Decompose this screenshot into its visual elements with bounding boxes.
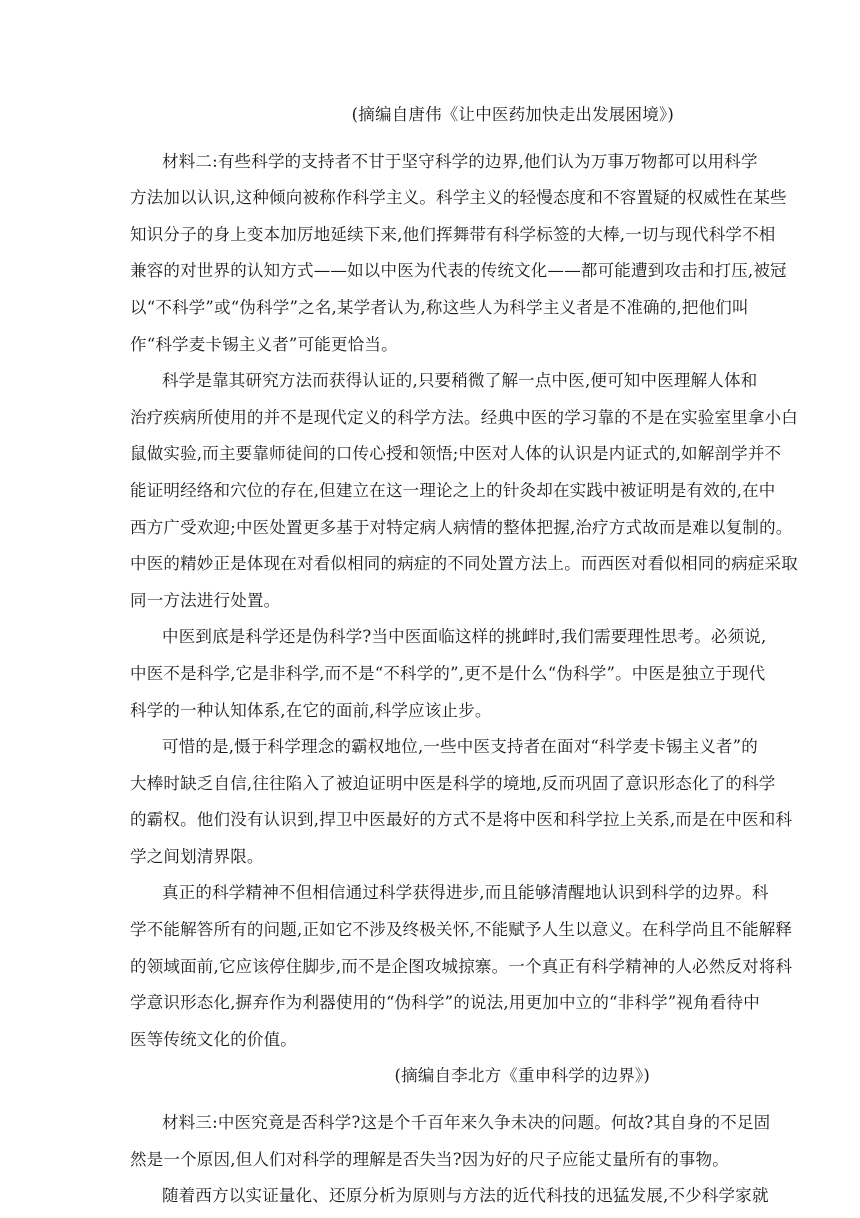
text-line: 然是一个原因,但人们对科学的理解是否失当?因为好的尺子应能丈量所有的事物。 (130, 1149, 729, 1169)
text-line: 材料二:有些科学的支持者不甘于坚守科学的边界,他们认为万事万物都可以用科学 (162, 151, 758, 171)
text-line: 科学是靠其研究方法而获得认证的,只要稍微了解一点中医,便可知中医理解人体和 (162, 371, 758, 391)
text-line: 可惜的是,慑于科学理念的霸权地位,一些中医支持者在面对“科学麦卡锡主义者”的 (162, 737, 758, 757)
text-line: 真正的科学精神不但相信通过科学获得进步,而且能够清醒地认识到科学的边界。科 (162, 883, 769, 903)
text-line: 知识分子的身上变本加厉地延续下来,他们挥舞带有科学标签的大棒,一切与现代科学不相 (130, 224, 776, 244)
paragraph-material-three (130, 1108, 771, 1181)
text-line: 以“不科学”或“伪科学”之名,某学者认为,称这些人为科学主义者是不准确的,把他们叫 (130, 297, 749, 317)
paragraph-true-scientific-spirit (130, 878, 793, 1061)
text-line: 同一方法进行处置。 (130, 590, 281, 610)
text-line: 中医的精妙正是体现在对看似相同的病症的不同处置方法上。而西医对看似相同的病症采取 (130, 554, 798, 574)
text-line: 治疗疾病所使用的并不是现代定义的科学方法。经典中医的学习靠的不是在实验室里拿小白 (130, 407, 798, 427)
paragraph-science-or-pseudoscience (130, 622, 767, 732)
text-line: 鼠做实验,而主要靠师徒间的口传心授和领悟;中医对人体的认识是内证式的,如解剖学并不 (130, 444, 782, 464)
text-line: 方法加以认识,这种倾向被称作科学主义。科学主义的轻慢态度和不容置疑的权威性在某些 (130, 188, 787, 208)
text-line: 学之间划清界限。 (130, 846, 264, 866)
paragraph-hegemony (130, 732, 793, 878)
text-line: 的领域面前,它应该停住脚步,而不是企图攻城掠寨。一个真正有科学精神的人必然反对将科 (130, 956, 793, 976)
text-line: 科学的一种认知体系,在它的面前,科学应该止步。 (130, 700, 492, 720)
text-line: 学不能解答所有的问题,正如它不涉及终极关怀,不能赋予人生以意义。在科学尚且不能解释 (130, 920, 793, 940)
document-page (130, 100, 798, 1218)
paragraph-material-two (130, 147, 787, 367)
text-line: 学意识形态化,摒弃作为利器使用的“伪科学”的说法,用更加中立的“非科学”视角看待中 (130, 993, 760, 1013)
text-line: 作“科学麦卡锡主义者”可能更恰当。 (130, 334, 398, 354)
source-citation-1: (摘编自唐伟《让中医药加快走出发展困境》) (351, 105, 674, 124)
text-line: 随着西方以实证量化、还原分析为原则与方法的近代科技的迅猛发展,不少科学家就 (162, 1186, 769, 1206)
paragraph-western-science (130, 1181, 769, 1218)
paragraph-scientific-method (130, 366, 798, 622)
text-line: 大棒时缺乏自信,往往陷入了被迫证明中医是科学的境地,反而巩固了意识形态化了的科学 (130, 773, 776, 793)
source-citation-2: (摘编自李北方《重申科学的边界》) (394, 1066, 650, 1086)
text-line: 的霸权。他们没有认识到,捍卫中医最好的方式不是将中医和科学拉上关系,而是在中医和科 (130, 810, 793, 830)
text-line: 能证明经络和穴位的存在,但建立在这一理论之上的针灸却在实践中被证明是有效的,在中 (130, 480, 776, 500)
text-line: 兼容的对世界的认知方式——如以中医为代表的传统文化——都可能遭到攻击和打压,被冠 (130, 261, 787, 281)
text-line: 西方广受欢迎;中医处置更多基于对特定病人病情的整体把握,治疗方式故而是难以复制的。 (130, 517, 793, 537)
text-line: 医等传统文化的价值。 (130, 1029, 297, 1049)
text-line: 材料三:中医究竟是否科学?这是个千百年来久争未决的问题。何故?其自身的不足固 (162, 1113, 771, 1133)
text-line: 中医不是科学,它是非科学,而不是“不科学的”,更不是什么“伪科学”。中医是独立于现代 (130, 663, 766, 683)
text-line: 中医到底是科学还是伪科学?当中医面临这样的挑衅时,我们需要理性思考。必须说, (162, 627, 767, 647)
